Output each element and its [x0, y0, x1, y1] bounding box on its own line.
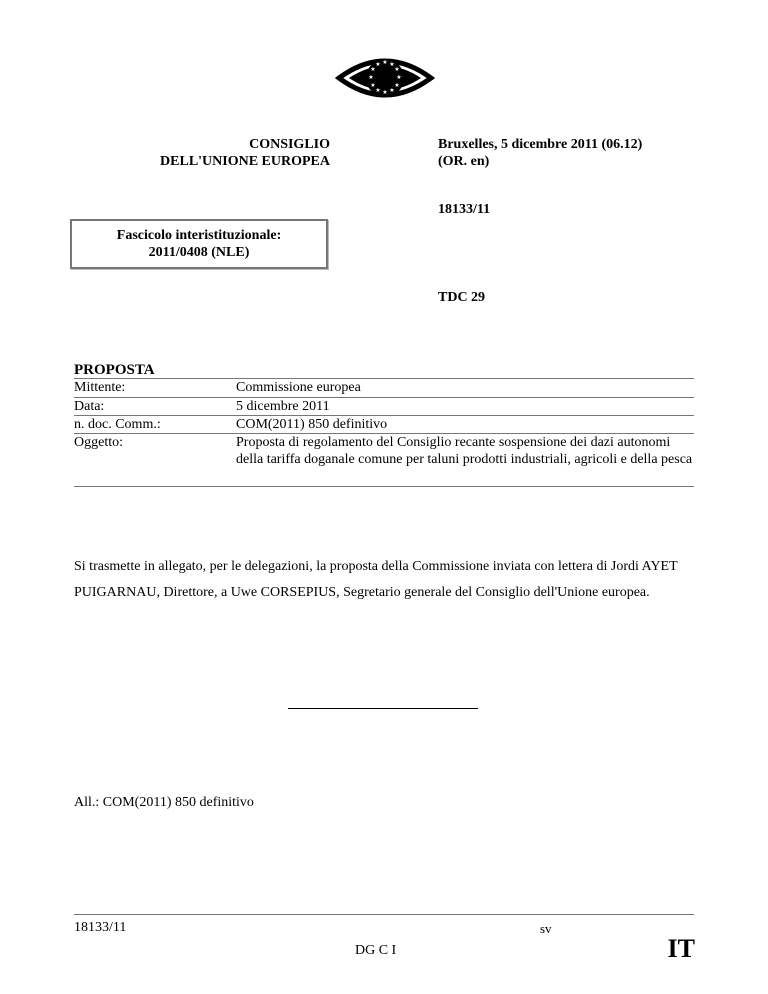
interinstitutional-file-box [70, 219, 328, 269]
svg-text:★: ★ [375, 61, 381, 68]
svg-text:★: ★ [382, 59, 388, 66]
value-sender: Commissione europea [236, 380, 361, 395]
svg-text:★: ★ [396, 74, 402, 81]
footer-doc-number: 18133/11 [74, 920, 127, 935]
value-comm-doc: COM(2011) 850 definitivo [236, 417, 388, 432]
interinstitutional-label: Fascicolo interistituzionale: [116, 228, 282, 243]
document-number: 18133/11 [438, 202, 491, 217]
separator-line [288, 708, 478, 709]
proposal-heading: PROPOSTA [74, 362, 155, 378]
svg-text:★: ★ [375, 87, 381, 94]
svg-text:★: ★ [389, 87, 395, 94]
label-comm-doc: n. doc. Comm.: [74, 417, 161, 432]
svg-text:★: ★ [370, 82, 376, 89]
label-sender: Mittente: [74, 380, 126, 395]
label-subject: Oggetto: [74, 435, 123, 450]
original-language: (OR. en) [438, 154, 490, 169]
transmission-text: Si trasmette in allegato, per le delegazioni, la proposta della Commissione inviata con lettera di Jordi AYET PUIGARNAU, Direttore, a Uwe CORSEPIUS, Segretario generale del Consiglio dell'Unione europea. [74, 559, 678, 600]
date-line: Bruxelles, 5 dicembre 2011 (06.12) [438, 137, 643, 152]
svg-text:★: ★ [368, 74, 374, 81]
council-line-2: DELL'UNIONE EUROPEA [160, 154, 330, 169]
document-code: TDC 29 [438, 290, 486, 305]
svg-text:★: ★ [382, 89, 388, 96]
interinstitutional-number: 2011/0408 (NLE) [148, 245, 250, 260]
council-name [130, 136, 330, 170]
label-date: Data: [74, 399, 105, 414]
table-rule [74, 486, 694, 487]
eu-council-logo [335, 48, 435, 108]
footer-initials: sv [540, 921, 552, 936]
value-date: 5 dicembre 2011 [236, 399, 330, 414]
svg-text:★: ★ [389, 61, 395, 68]
council-line-1: CONSIGLIO [249, 137, 330, 152]
date-block [438, 136, 642, 170]
footer-department: DG C I [355, 943, 397, 958]
svg-text:★: ★ [370, 66, 376, 73]
footer-rule [74, 914, 694, 915]
svg-text:★: ★ [394, 82, 400, 89]
footer-language: IT [667, 934, 695, 963]
attachment-line: All.: COM(2011) 850 definitivo [74, 795, 254, 810]
value-subject: Proposta di regolamento del Consiglio recante sospensione dei dazi autonomi della tariffa doganale comune per taluni prodotti industriali, agricoli e della pesca [236, 435, 693, 467]
svg-text:★: ★ [394, 66, 400, 73]
